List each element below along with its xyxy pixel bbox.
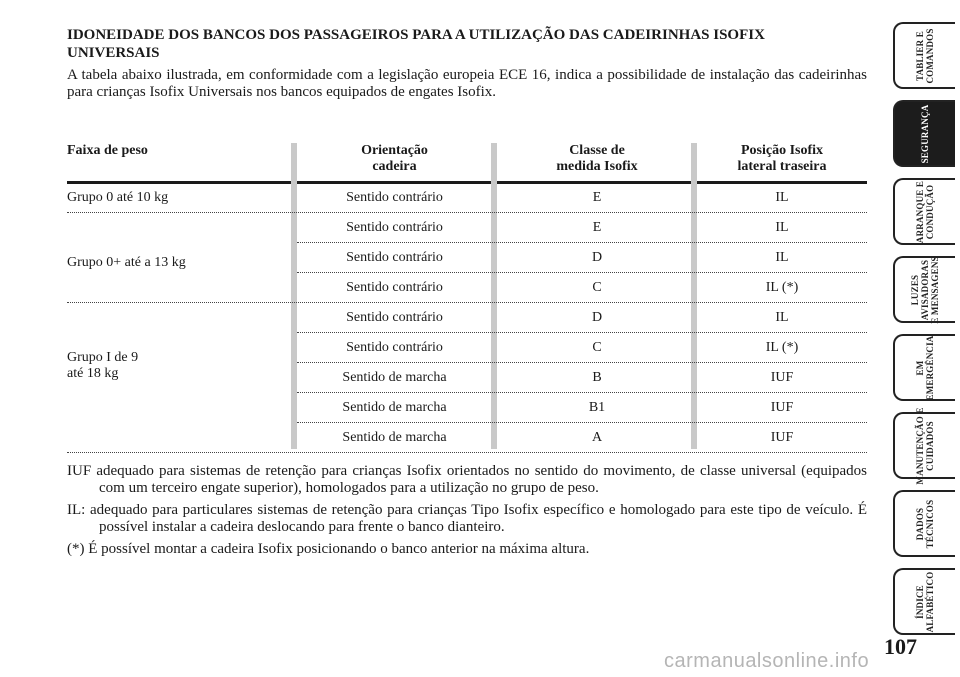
tab-label: ARRANQUE E CONDUÇÃO — [915, 180, 935, 243]
header-weight: Faixa de peso — [67, 143, 148, 158]
heading-line-1: IDONEIDADE DOS BANCOS DOS PASSAGEIROS PARA A UTILIZAÇÃO DAS CADEIRINHAS ISOFIX — [67, 27, 765, 43]
notes — [67, 463, 867, 563]
tab-label: TABLIER E COMANDOS — [915, 27, 935, 84]
cell-position: IL — [775, 250, 789, 265]
cell-class: C — [592, 280, 602, 295]
group-label-line-1: Grupo I de 9 — [67, 350, 139, 365]
cell-orientation: Sentido de marcha — [342, 430, 447, 445]
cell-class: B1 — [588, 400, 606, 415]
row-divider — [67, 452, 867, 453]
header-orientation-line-1: Orientação — [361, 143, 428, 158]
tab-label: ÍNDICE ALFABÉTICO — [915, 571, 935, 632]
group-label: Grupo 0 até 10 kg — [67, 190, 169, 205]
table-header — [67, 143, 867, 184]
note-il: IL: adequado para particulares sistemas de retenção para crianças Tipo Isofix específico e homologado para este tipo de veículo. É possível instalar a cadeira deslocando para frente o banco dianteiro. — [67, 502, 867, 535]
intro-paragraph: A tabela abaixo ilustrada, em conformidade com a legislação europeia ECE 16, indica a possibilidade de instalação das cadeirinhas para crianças Isofix Universais nos bancos equipados de engates Isofix. — [67, 67, 867, 100]
watermark: carmanualsonline.info — [664, 650, 870, 672]
cell-class: E — [592, 190, 602, 205]
tab-label: LUZES AVISADORAS E MENSAGENS — [910, 255, 940, 324]
cell-class: D — [591, 250, 603, 265]
tab-label: DADOS TÉCNICOS — [915, 499, 935, 548]
tab-label: MANUTENÇÃO E CUIDADOS — [915, 406, 935, 485]
cell-class: A — [591, 430, 603, 445]
tab-arranque-conducao[interactable] — [893, 178, 955, 245]
note-asterisk: (*) É possível montar a cadeira Isofix posicionando o banco anterior na máxima altura. — [67, 541, 590, 557]
cell-class: C — [592, 340, 602, 355]
cell-position: IL — [775, 220, 789, 235]
cell-orientation: Sentido contrário — [346, 250, 443, 265]
heading-line-2: UNIVERSAIS — [67, 45, 160, 61]
header-class-line-2: medida Isofix — [556, 159, 638, 174]
tab-seguranca[interactable] — [893, 100, 955, 167]
cell-orientation: Sentido de marcha — [342, 400, 447, 415]
cell-class: B — [592, 370, 602, 385]
header-orientation — [297, 143, 492, 175]
tab-em-emergencia[interactable] — [893, 334, 955, 401]
cell-position: IL (*) — [765, 280, 799, 295]
header-class — [497, 143, 697, 175]
cell-position: IL — [775, 310, 789, 325]
group-label — [67, 350, 287, 382]
tab-label: EM EMERGÊNCIA — [915, 334, 935, 401]
tab-indice-alfabetico[interactable] — [893, 568, 955, 635]
cell-position: IL (*) — [765, 340, 799, 355]
cell-class: E — [592, 220, 602, 235]
cell-orientation: Sentido contrário — [346, 340, 443, 355]
cell-position: IUF — [770, 370, 794, 385]
tab-label: SEGURANÇA — [920, 104, 930, 163]
group-label: Grupo 0+ até a 13 kg — [67, 255, 186, 270]
note-iuf: IUF adequado para sistemas de retenção para crianças Isofix orientados no sentido do movimento, de classe universal (equipados com um terceiro engate superior), homologados para a utilização no grupo de peso. — [67, 463, 867, 496]
cell-orientation: Sentido contrário — [346, 220, 443, 235]
header-position-line-2: lateral traseira — [737, 159, 827, 174]
tab-luzes-avisadoras[interactable] — [893, 256, 955, 323]
cell-orientation: Sentido contrário — [346, 190, 443, 205]
header-position — [697, 143, 867, 175]
cell-position: IL — [775, 190, 789, 205]
page-number: 107 — [884, 634, 917, 659]
cell-class: D — [591, 310, 603, 325]
cell-orientation: Sentido contrário — [346, 280, 443, 295]
tab-manutencao-cuidados[interactable] — [893, 406, 955, 485]
header-position-line-1: Posição Isofix — [740, 143, 824, 158]
cell-orientation: Sentido contrário — [346, 310, 443, 325]
section-heading — [67, 26, 867, 62]
header-class-line-1: Classe de — [569, 143, 625, 158]
cell-position: IUF — [770, 400, 794, 415]
header-orientation-line-2: cadeira — [372, 159, 417, 174]
content — [67, 26, 867, 101]
tab-tablier-comandos[interactable] — [893, 22, 955, 89]
cell-position: IUF — [770, 430, 794, 445]
group-label-line-2: até 18 kg — [67, 366, 119, 381]
cell-orientation: Sentido de marcha — [342, 370, 447, 385]
tab-dados-tecnicos[interactable] — [893, 490, 955, 557]
